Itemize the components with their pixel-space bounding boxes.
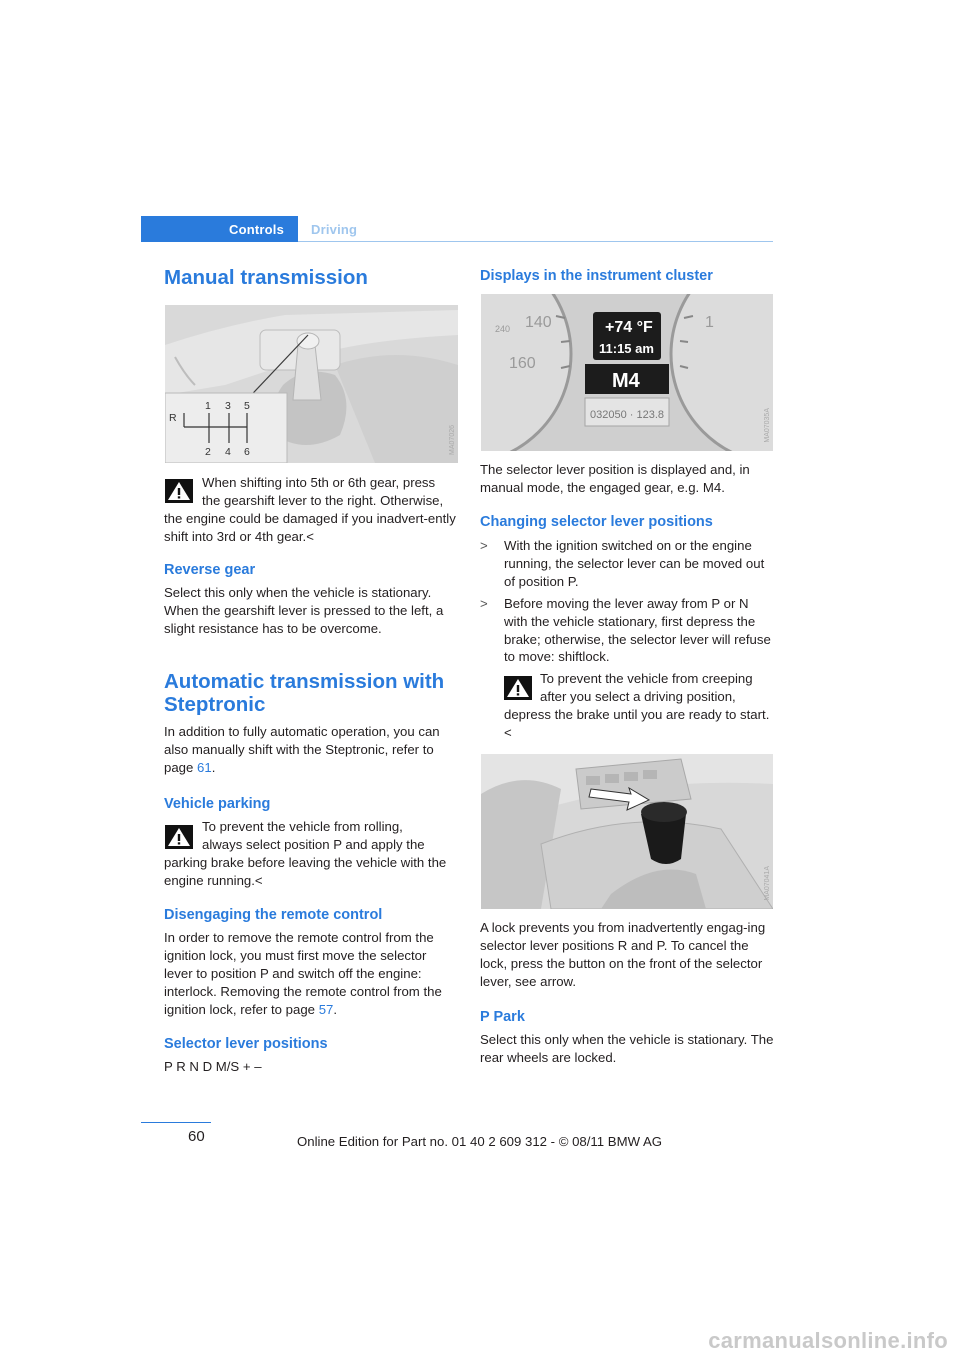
shift-label-2: 2 — [205, 446, 211, 458]
warning-parking-line-2: always select position P and apply the — [202, 836, 425, 852]
warning-shifting-line-1: When shifting into 5th or 6th gear, press — [202, 475, 436, 490]
list-item — [480, 595, 774, 667]
warning-creeping-line-1: To prevent the vehicle from creeping — [540, 671, 753, 686]
paragraph-lock: A lock prevents you from inadvertently engag-ing selector lever positions R and P. To cancel the lock, press the button on the front of the selector lever, see arrow. — [480, 920, 766, 989]
warning-shifting — [164, 474, 458, 546]
shift-label-3: 3 — [225, 400, 231, 412]
paragraph-displays: The selector lever position is displayed and, in manual mode, the engaged gear, e.g. M4. — [480, 462, 750, 495]
paragraph-automatic: In addition to fully automatic operation, you can also manually shift with the Steptronic, refer to page 61. — [164, 724, 440, 775]
cluster-speed-240: 240 — [495, 324, 511, 334]
warning-creeping-line-2: after you select a driving position, — [540, 688, 736, 704]
figure-gearshift — [165, 305, 458, 463]
paragraph-park: Select this only when the vehicle is stationary. The rear wheels are locked. — [480, 1032, 774, 1065]
list-changing-positions — [480, 537, 774, 670]
heading-automatic-transmission: Automatic transmission with Steptronic — [164, 670, 445, 716]
heading-instrument-displays: Displays in the instrument cluster — [480, 268, 713, 284]
figure-selector-lever — [481, 754, 773, 909]
warning-parking-rest: parking brake before leaving the vehicle with the engine running. — [164, 854, 447, 888]
bullet-mark: > — [480, 538, 488, 553]
cluster-temperature: +74 °F — [605, 319, 653, 336]
page-number: 60 — [188, 1128, 205, 1145]
shift-label-1: 1 — [205, 400, 211, 412]
shift-label-5: 5 — [244, 400, 250, 412]
selector-lever-illustration — [481, 754, 773, 909]
list-item — [480, 537, 774, 591]
header-rule — [298, 241, 773, 242]
page-link-61[interactable]: 61 — [197, 759, 212, 775]
shift-label-4: 4 — [225, 446, 231, 458]
heading-p-park: P Park — [480, 1009, 525, 1025]
header-tab-driving[interactable]: Driving — [311, 222, 358, 237]
warning-shifting-line-2: the gearshift lever to the right. Otherwise, — [202, 492, 444, 508]
heading-selector-positions: Selector lever positions — [164, 1036, 328, 1052]
bullet-mark: > — [480, 595, 488, 611]
instrument-cluster-illustration — [481, 294, 773, 451]
cluster-speed-140: 140 — [525, 314, 552, 331]
end-mark: < — [254, 872, 263, 888]
heading-vehicle-parking: Vehicle parking — [164, 796, 271, 812]
selector-positions-list: P R N D M/S + – — [164, 1059, 262, 1074]
footer-rule — [141, 1122, 211, 1123]
shift-label-6: 6 — [244, 446, 250, 458]
cluster-rpm-1: 1 — [705, 314, 714, 331]
warning-creeping — [504, 670, 774, 742]
shift-label-reverse: R — [169, 412, 177, 424]
heading-changing-positions: Changing selector lever positions — [480, 514, 713, 530]
list-item-text: With the ignition switched on or the engine running, the selector lever can be moved out of position P. — [504, 538, 765, 589]
watermark-logo: carmanualsonline.info — [708, 1328, 948, 1353]
figure-instrument-cluster — [481, 294, 773, 451]
warning-creeping-rest: depress the brake until you are ready to start. — [504, 706, 770, 722]
page-link-57[interactable]: 57 — [318, 1001, 334, 1017]
heading-disengaging-remote: Disengaging the remote control — [164, 907, 383, 923]
paragraph-remote: In order to remove the remote control from the ignition lock, you must first move the selector lever to position P and switch off the engine: interlock. Removing the remote control from the ignition lock, refer to page 57. — [164, 930, 442, 1017]
paragraph-reverse-gear: Select this only when the vehicle is stationary. When the gearshift lever is pressed to the left, a slight resistance has to be overcome. — [164, 585, 444, 636]
footer-edition: Online Edition for Part no. 01 40 2 609 312 - © 08/11 BMW AG — [297, 1134, 663, 1149]
automatic-text: In addition to fully automatic operation, you can also manually shift with the Steptronic, refer to page — [164, 724, 440, 775]
cluster-odometer: 032050 · 123.8 — [590, 409, 665, 421]
figure-code: MA07026 — [449, 425, 456, 455]
warning-parking — [164, 818, 458, 890]
cluster-speed-160: 160 — [509, 355, 536, 372]
cluster-gear: M4 — [612, 370, 640, 392]
header-tab-controls[interactable]: Controls — [229, 222, 285, 237]
figure-code: MA07035A — [764, 408, 771, 443]
heading-manual-transmission: Manual transmission — [164, 266, 368, 289]
cluster-time: 11:15 am — [599, 341, 654, 356]
figure-code: MA07041A — [764, 866, 771, 901]
gearshift-illustration — [165, 305, 458, 463]
remote-text: In order to remove the remote control from the ignition lock, you must first move the selector lever to position P and switch off the engine: interlock. Removing the remote control from the ignition lock, refer to page — [164, 930, 442, 1017]
heading-reverse-gear: Reverse gear — [164, 562, 256, 578]
end-mark: < — [306, 528, 314, 544]
end-mark: < — [504, 724, 512, 740]
warning-parking-line-1: To prevent the vehicle from rolling, — [202, 819, 403, 834]
warning-shifting-rest: the engine could be damaged if you inadvert-ently shift into 3rd or 4th gear. — [164, 510, 456, 544]
list-item-text: Before moving the lever away from P or N with the vehicle stationary, first depress the brake; otherwise, the selector lever will refuse to move: shiftlock. — [504, 595, 771, 665]
